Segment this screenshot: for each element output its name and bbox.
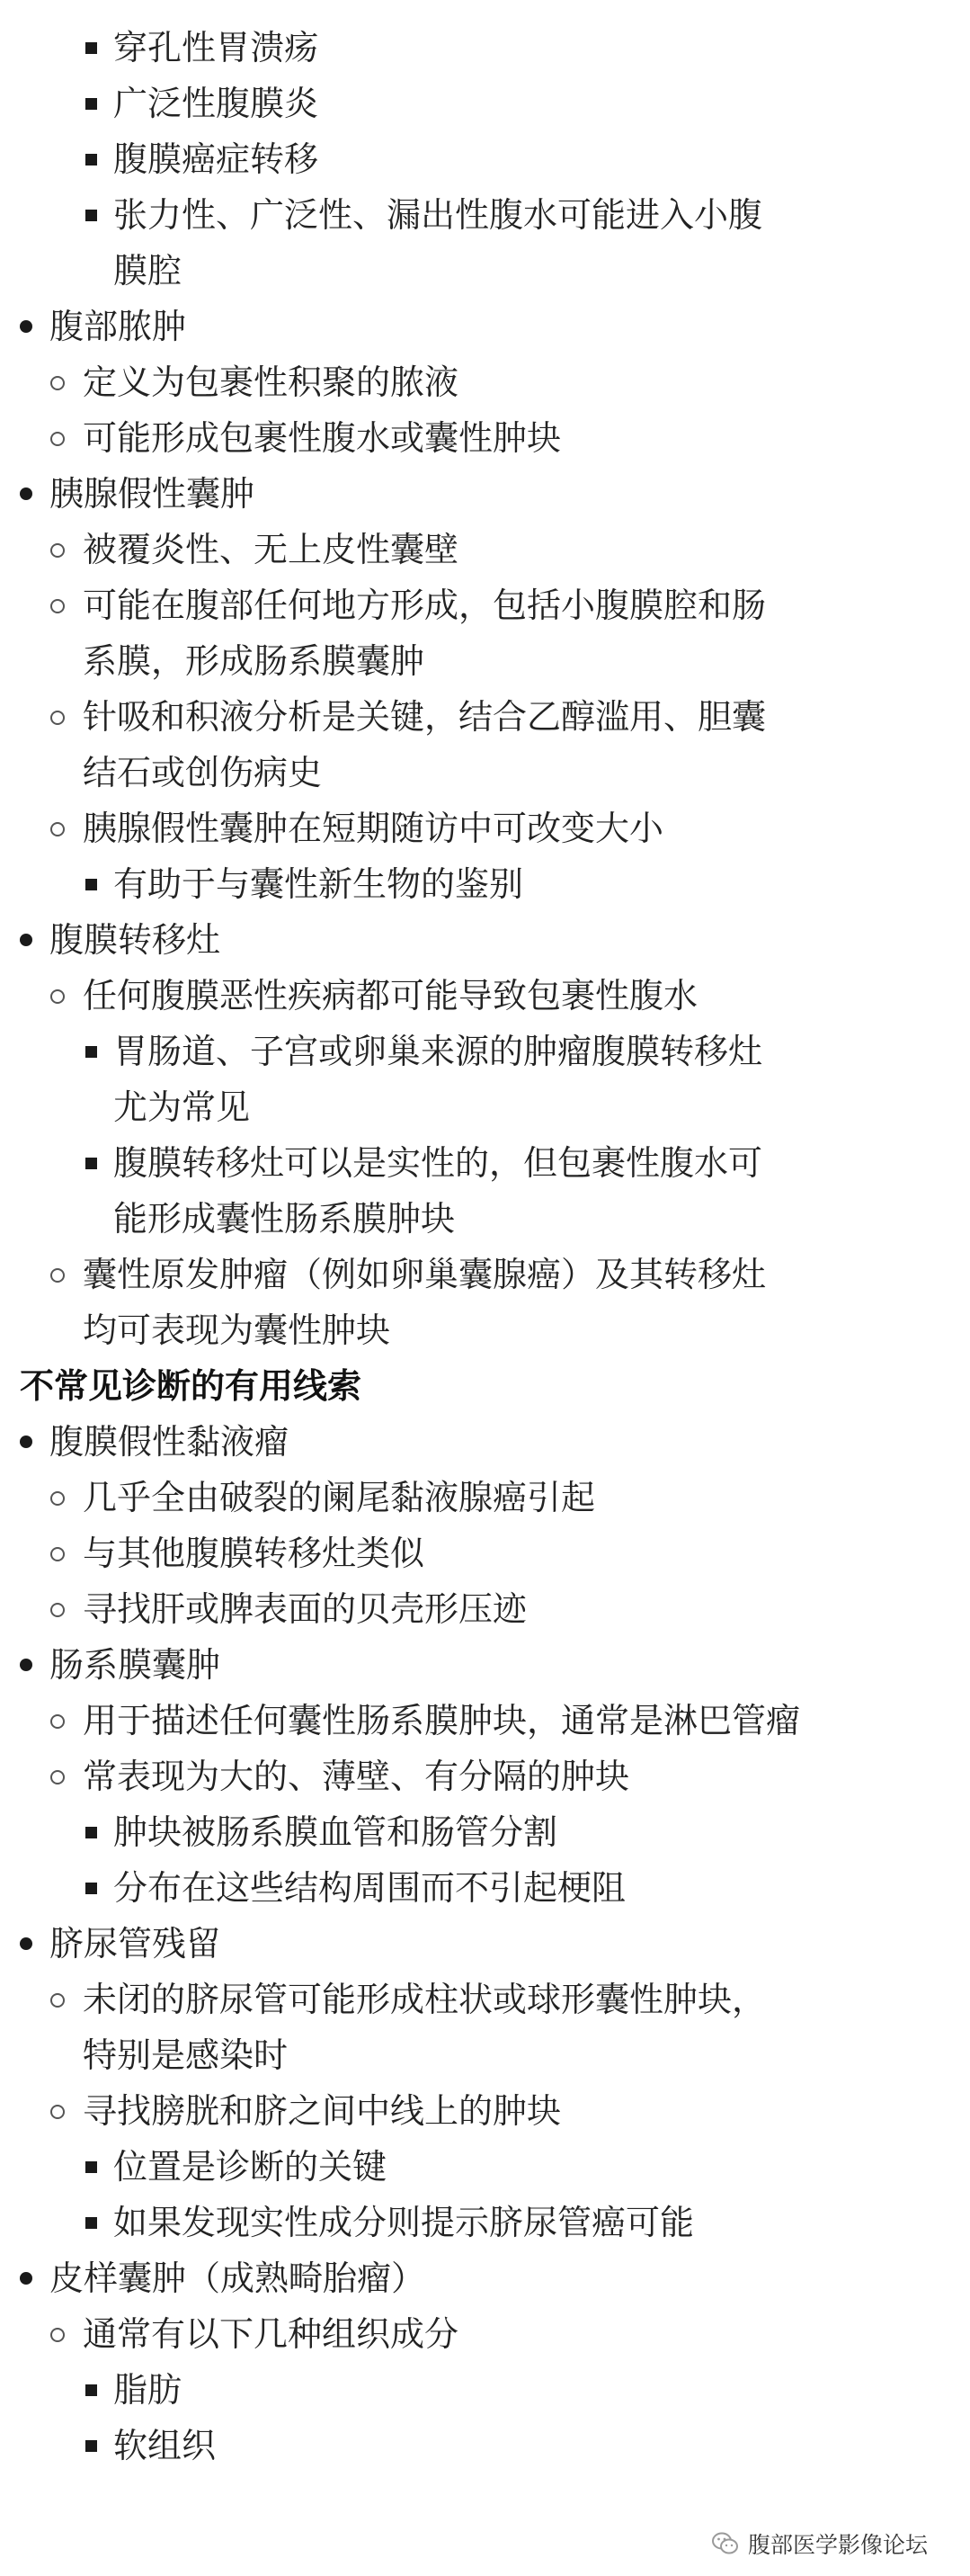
list-item-level-1: [0, 299, 970, 354]
bullet-circle-icon: [50, 543, 65, 558]
bullet-circle-icon: [50, 1714, 65, 1729]
list-item-text: 脐尿管残留: [49, 1924, 221, 1963]
list-item-text: 胃肠道、子宫或卵巢来源的肿瘤腹膜转移灶: [113, 1032, 763, 1071]
bullet-circle-icon: [50, 1770, 65, 1784]
bullet-square-icon: [85, 879, 97, 890]
list-item-level-1: [0, 1414, 970, 1470]
list-item-continuation: [0, 1079, 970, 1135]
list-item-level-2: [0, 2083, 970, 2139]
bullet-square-icon: [85, 1883, 97, 1894]
list-item-text: 几乎全由破裂的阑尾黏液腺癌引起: [83, 1478, 596, 1517]
bullet-disc-icon: [20, 1436, 32, 1448]
list-item-text: 广泛性腹膜炎: [113, 84, 319, 123]
list-item-level-2: [0, 522, 970, 577]
bullet-circle-icon: [50, 599, 65, 613]
list-item-text: 如果发现实性成分则提示脐尿管癌可能: [113, 2203, 695, 2242]
list-item-continuation: [0, 243, 970, 299]
list-item-level-2: [0, 2306, 970, 2362]
list-item-text: 通常有以下几种组织成分: [83, 2314, 459, 2354]
list-item-text: 寻找膀胱和脐之间中线上的肿块: [83, 2091, 562, 2131]
list-item-level-1: [0, 466, 970, 522]
list-item-text: 特别是感染时: [83, 2035, 289, 2075]
list-item-level-2: [0, 1247, 970, 1302]
bullet-disc-icon: [20, 1937, 32, 1950]
list-item-text: 定义为包裹性积聚的脓液: [83, 362, 459, 402]
list-item-continuation: [0, 1302, 970, 1358]
bullet-disc-icon: [20, 1659, 32, 1671]
list-item-text: 结石或创伤病史: [83, 753, 323, 792]
list-item-text: 胰腺假性囊肿: [49, 474, 255, 514]
list-item-continuation: [0, 745, 970, 801]
list-item-text: 常表现为大的、薄壁、有分隔的肿块: [83, 1757, 630, 1796]
bullet-circle-icon: [50, 1993, 65, 2008]
list-item-text: 腹膜癌症转移: [113, 139, 319, 179]
list-item-level-3: [0, 20, 970, 76]
list-item-text: 系膜，形成肠系膜囊肿: [83, 641, 425, 681]
list-item-level-3: [0, 1024, 970, 1079]
bullet-circle-icon: [50, 432, 65, 446]
bullet-circle-icon: [50, 1268, 65, 1283]
bullet-circle-icon: [50, 2105, 65, 2119]
list-item-text: 胰腺假性囊肿在短期随访中可改变大小: [83, 809, 664, 848]
list-item-level-1: [0, 1637, 970, 1693]
bullet-circle-icon: [50, 711, 65, 725]
bullet-disc-icon: [20, 487, 32, 500]
list-item-continuation: [0, 633, 970, 689]
bullet-square-icon: [85, 2440, 97, 2452]
list-item-text: 被覆炎性、无上皮性囊壁: [83, 530, 459, 569]
list-item-text: 未闭的脐尿管可能形成柱状或球形囊性肿块，: [83, 1980, 767, 2019]
document-body: [0, 20, 970, 2473]
bullet-square-icon: [85, 1827, 97, 1838]
bullet-square-icon: [85, 2217, 97, 2229]
list-item-continuation: [0, 2027, 970, 2083]
list-item-text: 腹部脓肿: [49, 307, 187, 346]
list-item-text: 囊性原发肿瘤（例如卵巢囊腺癌）及其转移灶: [83, 1255, 767, 1294]
bullet-circle-icon: [50, 1547, 65, 1561]
list-item-text: 均可表现为囊性肿块: [83, 1310, 391, 1350]
list-item-continuation: [0, 1191, 970, 1247]
bullet-square-icon: [85, 1046, 97, 1058]
watermark-text: 腹部医学影像论坛: [748, 2532, 929, 2558]
list-item-level-1: [0, 1916, 970, 1972]
list-item-level-2: [0, 1972, 970, 2027]
list-item-level-3: [0, 2139, 970, 2195]
list-item-level-2: [0, 689, 970, 745]
list-item-text: 肿块被肠系膜血管和肠管分割: [113, 1812, 558, 1852]
list-item-text: 膜腔: [113, 251, 182, 291]
bullet-disc-icon: [20, 2272, 32, 2285]
list-item-text: 可能形成包裹性腹水或囊性肿块: [83, 418, 562, 458]
list-item-text: 皮样囊肿（成熟畸胎瘤）: [49, 2258, 426, 2298]
list-item-level-2: [0, 354, 970, 410]
list-item-level-2: [0, 410, 970, 466]
bullet-circle-icon: [50, 1491, 65, 1506]
list-item-text: 针吸和积液分析是关键，结合乙醇滥用、胆囊: [83, 697, 767, 737]
bullet-square-icon: [85, 42, 97, 54]
list-item-level-3: [0, 1135, 970, 1191]
list-item-level-2: [0, 1749, 970, 1804]
list-item-text: 用于描述任何囊性肠系膜肿块，通常是淋巴管瘤: [83, 1701, 801, 1740]
list-item-text: 分布在这些结构周围而不引起梗阻: [113, 1868, 627, 1908]
list-item-text: 任何腹膜恶性疾病都可能导致包裹性腹水: [83, 976, 699, 1015]
list-item-level-2: [0, 577, 970, 633]
list-item-text: 腹膜假性黏液瘤: [49, 1422, 289, 1462]
list-item-text: 不常见诊断的有用线索: [20, 1366, 362, 1406]
wechat-icon: [710, 2528, 741, 2559]
list-item-level-3: [0, 187, 970, 243]
list-item-text: 张力性、广泛性、漏出性腹水可能进入小腹: [113, 195, 763, 235]
list-item-text: 尤为常见: [113, 1087, 251, 1127]
list-item-text: 可能在腹部任何地方形成，包括小腹膜腔和肠: [83, 586, 767, 625]
list-item-level-3: [0, 2418, 970, 2473]
bullet-disc-icon: [20, 934, 32, 946]
list-item-level-2: [0, 1525, 970, 1581]
bullet-square-icon: [85, 98, 97, 110]
bullet-square-icon: [85, 154, 97, 165]
list-item-text: 肠系膜囊肿: [49, 1645, 221, 1685]
bullet-square-icon: [85, 1158, 97, 1169]
bullet-disc-icon: [20, 320, 32, 333]
bullet-square-icon: [85, 210, 97, 221]
list-item-text: 穿孔性胃溃疡: [113, 28, 319, 67]
bullet-square-icon: [85, 2161, 97, 2173]
list-item-text: 与其他腹膜转移灶类似: [83, 1534, 425, 1573]
bullet-circle-icon: [50, 989, 65, 1004]
list-item-text: 寻找肝或脾表面的贝壳形压迹: [83, 1589, 528, 1629]
list-item-text: 软组织: [113, 2426, 217, 2465]
bullet-circle-icon: [50, 1603, 65, 1617]
list-item-level-1: [0, 912, 970, 968]
list-item-level-3: [0, 131, 970, 187]
bullet-square-icon: [85, 2384, 97, 2396]
list-item-text: 位置是诊断的关键: [113, 2147, 387, 2187]
list-item-text: 有助于与囊性新生物的鉴别: [113, 864, 524, 904]
list-item-level-3: [0, 2195, 970, 2250]
list-item-level-3: [0, 76, 970, 131]
list-item-text: 能形成囊性肠系膜肿块: [113, 1199, 456, 1239]
list-item-text: 腹膜转移灶可以是实性的，但包裹性腹水可: [113, 1143, 763, 1183]
list-item-text: 脂肪: [113, 2370, 182, 2410]
list-item-level-2: [0, 1581, 970, 1637]
watermark: [710, 2526, 928, 2562]
list-item-level-2: [0, 801, 970, 856]
list-item-level-2: [0, 968, 970, 1024]
list-item-level-3: [0, 856, 970, 912]
section-heading: [0, 1358, 970, 1414]
list-item-level-2: [0, 1693, 970, 1749]
list-item-level-1: [0, 2250, 970, 2306]
bullet-circle-icon: [50, 822, 65, 836]
bullet-circle-icon: [50, 376, 65, 390]
list-item-text: 腹膜转移灶: [49, 920, 221, 960]
list-item-level-3: [0, 2362, 970, 2418]
bullet-circle-icon: [50, 2328, 65, 2342]
list-item-level-2: [0, 1470, 970, 1525]
list-item-level-3: [0, 1804, 970, 1860]
list-item-level-3: [0, 1860, 970, 1916]
